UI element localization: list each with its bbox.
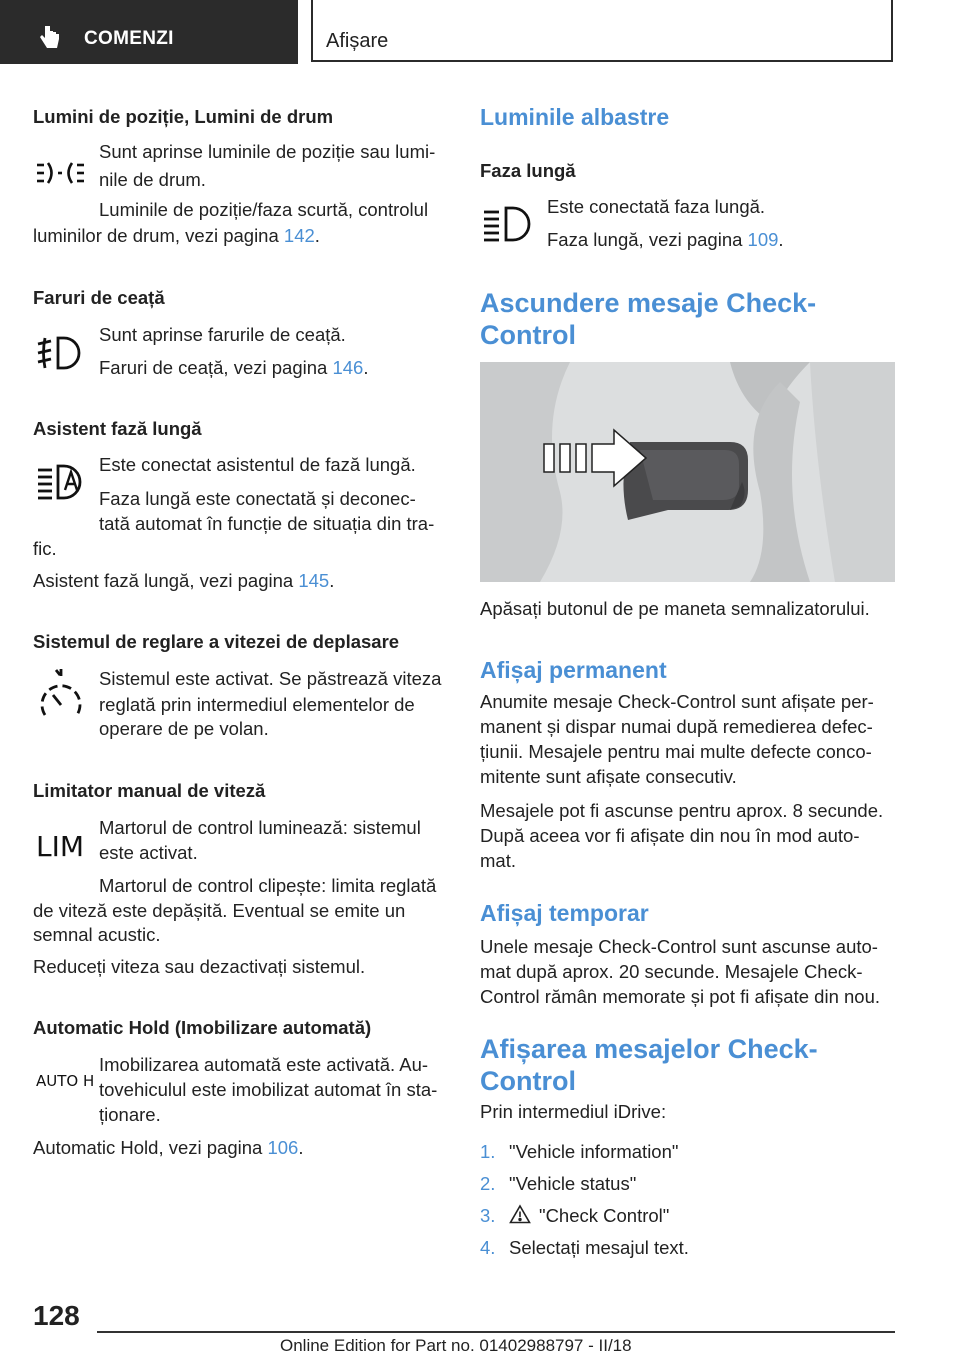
text-line: luminilor de drum, vezi pagina 142. (33, 225, 320, 246)
high-beam-assist-icon (36, 462, 86, 502)
list-item: 3. "Check Control" (480, 1205, 670, 1226)
heading-auto-hold: Automatic Hold (Imobilizare automată) (33, 1017, 372, 1038)
text-line: Mesajele pot fi ascunse pentru aprox. 8 secunde. (480, 800, 884, 821)
text-line: Sistemul este activat. Se păstrează viteza (99, 668, 442, 689)
footer-edition: Online Edition for Part no. 01402988797 - II/18 (280, 1336, 632, 1355)
high-beam-icon (482, 204, 534, 244)
heading-display-check-control: Afișarea mesajelor Check- Control (480, 1034, 818, 1096)
text-line: semnal acustic. (33, 924, 161, 945)
text-line: Faza lungă este conectată și deconec- (99, 488, 416, 509)
heading-hide-check-control: Ascundere mesaje Check- Control (480, 288, 817, 350)
text-line: fic. (33, 538, 57, 559)
heading-fog-lights: Faruri de ceață (33, 287, 165, 308)
image-caption: Apăsați butonul de pe maneta semnalizatorului. (480, 598, 870, 619)
footer-divider (97, 1331, 895, 1333)
auto-hold-icon: AUTO H (36, 1072, 95, 1090)
heading-position-lights: Lumini de poziție, Lumini de drum (33, 106, 334, 127)
text-line: Imobilizarea automată este activată. Au- (99, 1054, 429, 1075)
fog-light-icon (36, 334, 86, 372)
text-line: reglată prin intermediul elementelor de (99, 694, 415, 715)
page-link[interactable]: 142 (283, 225, 315, 246)
heading-permanent-display: Afișaj permanent (480, 657, 667, 683)
text-line: Automatic Hold, vezi pagina 106. (33, 1137, 304, 1158)
text-line: Faruri de ceață, vezi pagina 146. (99, 357, 369, 378)
text-line: este activat. (99, 842, 198, 863)
text-line: tovehiculul este imobilizat automat în sta- (99, 1079, 438, 1100)
text-line: țiunii. Mesajele pentru mai multe defecte conco- (480, 741, 872, 762)
heading-cruise-control: Sistemul de reglare a vitezei de deplasare (33, 631, 400, 652)
text-line: Sunt aprinse luminile de poziție sau lumi- (99, 141, 436, 162)
text-line: Este conectată faza lungă. (547, 196, 766, 217)
heading-temporary-display: Afișaj temporar (480, 900, 649, 926)
position-lights-icon (36, 160, 86, 186)
text-line: Prin intermediul iDrive: (480, 1101, 667, 1122)
text-line: Este conectat asistentul de fază lungă. (99, 454, 416, 475)
text-line: Faza lungă, vezi pagina 109. (547, 229, 784, 250)
warning-triangle-icon (509, 1204, 531, 1224)
limiter-icon: LIM (36, 830, 85, 863)
heading-blue-lights: Luminile albastre (480, 104, 670, 130)
text-line: Control rămân memorate și pot fi afișate din nou. (480, 986, 880, 1007)
cruise-control-icon (36, 667, 86, 723)
text-line: Martorul de control luminează: sistemul (99, 817, 421, 838)
text-line: Sunt aprinse farurile de ceață. (99, 324, 346, 345)
list-item: 4. Selectați mesajul text. (480, 1237, 689, 1258)
text-line: Anumite mesaje Check-Control sunt afișate per- (480, 691, 874, 712)
list-item: 1. "Vehicle information" (480, 1141, 679, 1162)
header-section: Afișare (326, 30, 389, 52)
text-line: Unele mesaje Check-Control sunt ascunse auto- (480, 936, 878, 957)
header-category: COMENZI (84, 28, 174, 49)
page-link[interactable]: 106 (267, 1137, 299, 1158)
text-line: ționare. (99, 1104, 161, 1125)
heading-high-beam-assist: Asistent fază lungă (33, 418, 202, 439)
text-line: mat. (480, 850, 516, 871)
text-line: manent și dispar numai după remedierea defec- (480, 716, 873, 737)
text-line: tată automat în funcție de situația din tra- (99, 513, 435, 534)
page-link[interactable]: 109 (747, 229, 779, 250)
text-line: operare de pe volan. (99, 718, 269, 739)
text-line: mat după aprox. 20 secunde. Mesajele Check- (480, 961, 863, 982)
text-line: Luminile de poziție/faza scurtă, controlul (99, 199, 429, 220)
text-line: După aceea vor fi afișate din nou în mod auto- (480, 825, 860, 846)
text-line: mitente sunt afișate consecutiv. (480, 766, 737, 787)
page-number: 128 (33, 1300, 80, 1331)
page-link[interactable]: 146 (332, 357, 364, 378)
hand-pointer-icon (38, 24, 62, 50)
heading-high-beam: Faza lungă (480, 160, 576, 181)
text-line: Reduceți viteza sau dezactivați sistemul. (33, 956, 366, 977)
turn-signal-stalk-illustration (480, 362, 895, 582)
text-line: Martorul de control clipește: limita reglată (99, 875, 437, 896)
page-link[interactable]: 145 (298, 570, 330, 591)
heading-speed-limiter: Limitator manual de viteză (33, 780, 266, 801)
text-line: Asistent fază lungă, vezi pagina 145. (33, 570, 335, 591)
text-line: de viteză este depășită. Eventual se emite un (33, 900, 406, 921)
list-item: 2. "Vehicle status" (480, 1173, 637, 1194)
text-line: nile de drum. (99, 169, 206, 190)
header-section-box (311, 0, 893, 62)
